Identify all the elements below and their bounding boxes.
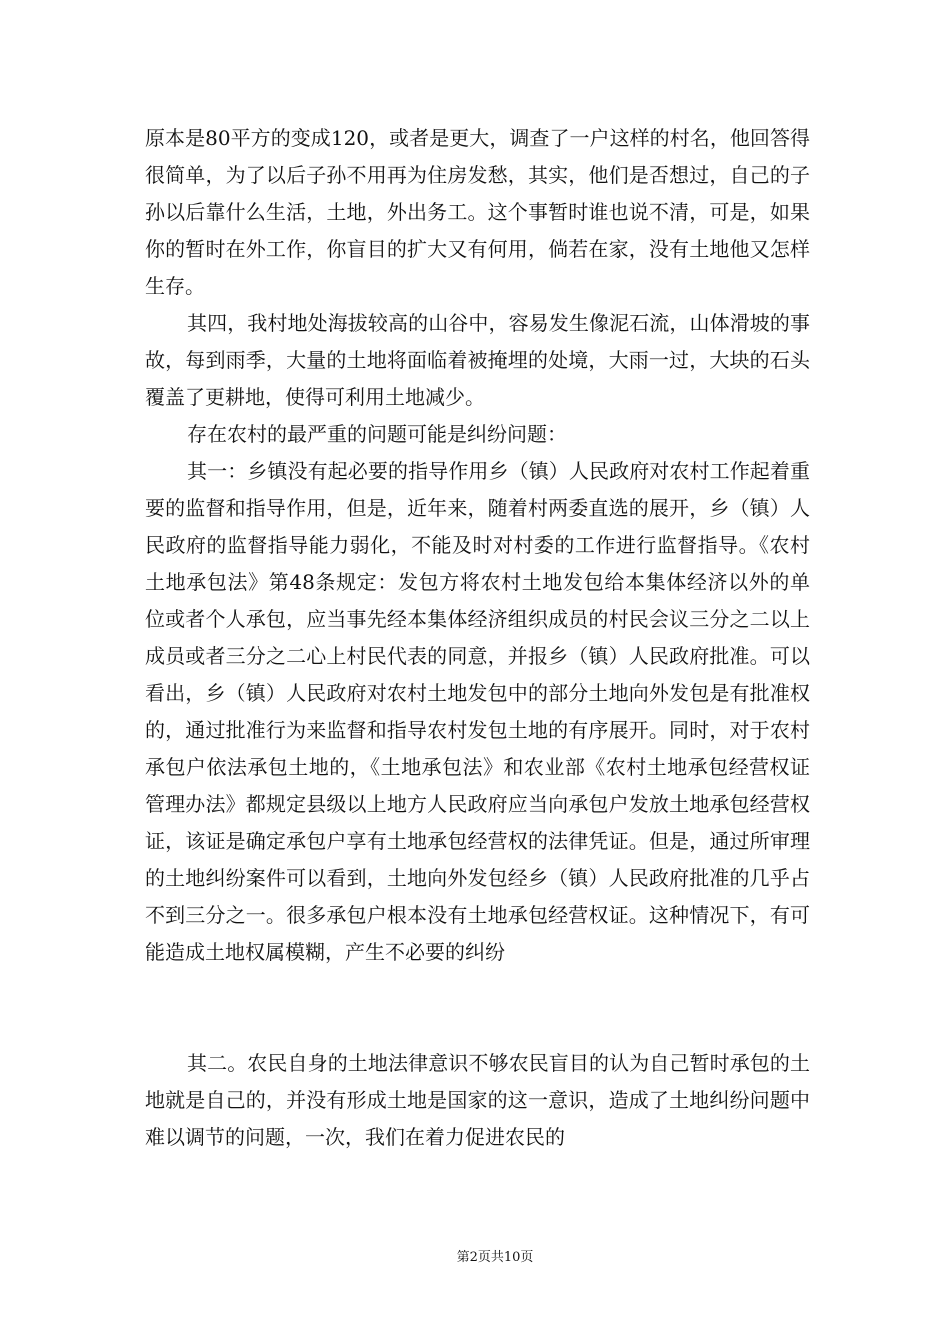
page-number: 2 [469, 1250, 478, 1265]
page-middle: 页共 [477, 1250, 504, 1265]
paragraph-gap [145, 971, 810, 1045]
page-footer [0, 1246, 950, 1265]
page-total: 10 [503, 1250, 521, 1265]
paragraph-disputes-heading: 存在农村的最严重的问题可能是纠纷问题： [187, 422, 567, 446]
page-prefix: 第 [456, 1250, 470, 1265]
paragraph-continuation: 原本是80平方的变成120，或者是更大，调查了一户这样的村名，他回答得很简单，为了以后子孙不用再为住房发愁，其实，他们是否想过，自己的子孙以后靠什么生活，土地，外出务工。这个事暂时谁也说不清，可是，如果你的暂时在外工作，你盲目的扩大又有何用，倘若在家，没有土地他又怎样生存。 [145, 126, 810, 298]
document-body [145, 120, 810, 1156]
paragraph-point-four: 其四，我村地处海拔较高的山谷中，容易发生像泥石流，山体滑坡的事故，每到雨季，大量的土地将面临着被掩埋的处境，大雨一过，大块的石头覆盖了更耕地，使得可利用土地减少。 [145, 311, 810, 409]
page-suffix: 页 [520, 1250, 534, 1265]
paragraph-point-one: 其一：乡镇没有起必要的指导作用乡（镇）人民政府对农村工作起着重要的监督和指导作用，但是，近年来，随着村两委直选的展开，乡（镇）人民政府的监督指导能力弱化，不能及时对村委的工作进行监督指导。《农村土地承包法》第48条规定：发包方将农村土地发包给本集体经济以外的单位或者个人承包，应当事先经本集体经济组织成员的村民会议三分之二以上成员或者三分之二心上村民代表的同意，并报乡（镇）人民政府批准。可以看出，乡（镇）人民政府对农村土地发包中的部分土地向外发包是有批准权的，通过批准行为来监督和指导农村发包土地的有序展开。同时，对于农村承包户依法承包土地的，《土地承包法》和农业部《农村土地承包经营权证管理办法》都规定县级以上地方人民政府应当向承包户发放土地承包经营权证，该证是确定承包户享有土地承包经营权的法律凭证。但是，通过所审理的土地纠纷案件可以看到，土地向外发包经乡（镇）人民政府批准的几乎占不到三分之一。很多承包户根本没有土地承包经营权证。这种情况下，有可能造成土地权属模糊，产生不必要的纠纷 [145, 459, 810, 964]
paragraph-point-two: 其二。农民自身的土地法律意识不够农民盲目的认为自己暂时承包的土地就是自己的，并没有形成土地是国家的这一意识，造成了土地纠纷问题中难以调节的问题，一次，我们在着力促进农民的 [145, 1051, 810, 1149]
